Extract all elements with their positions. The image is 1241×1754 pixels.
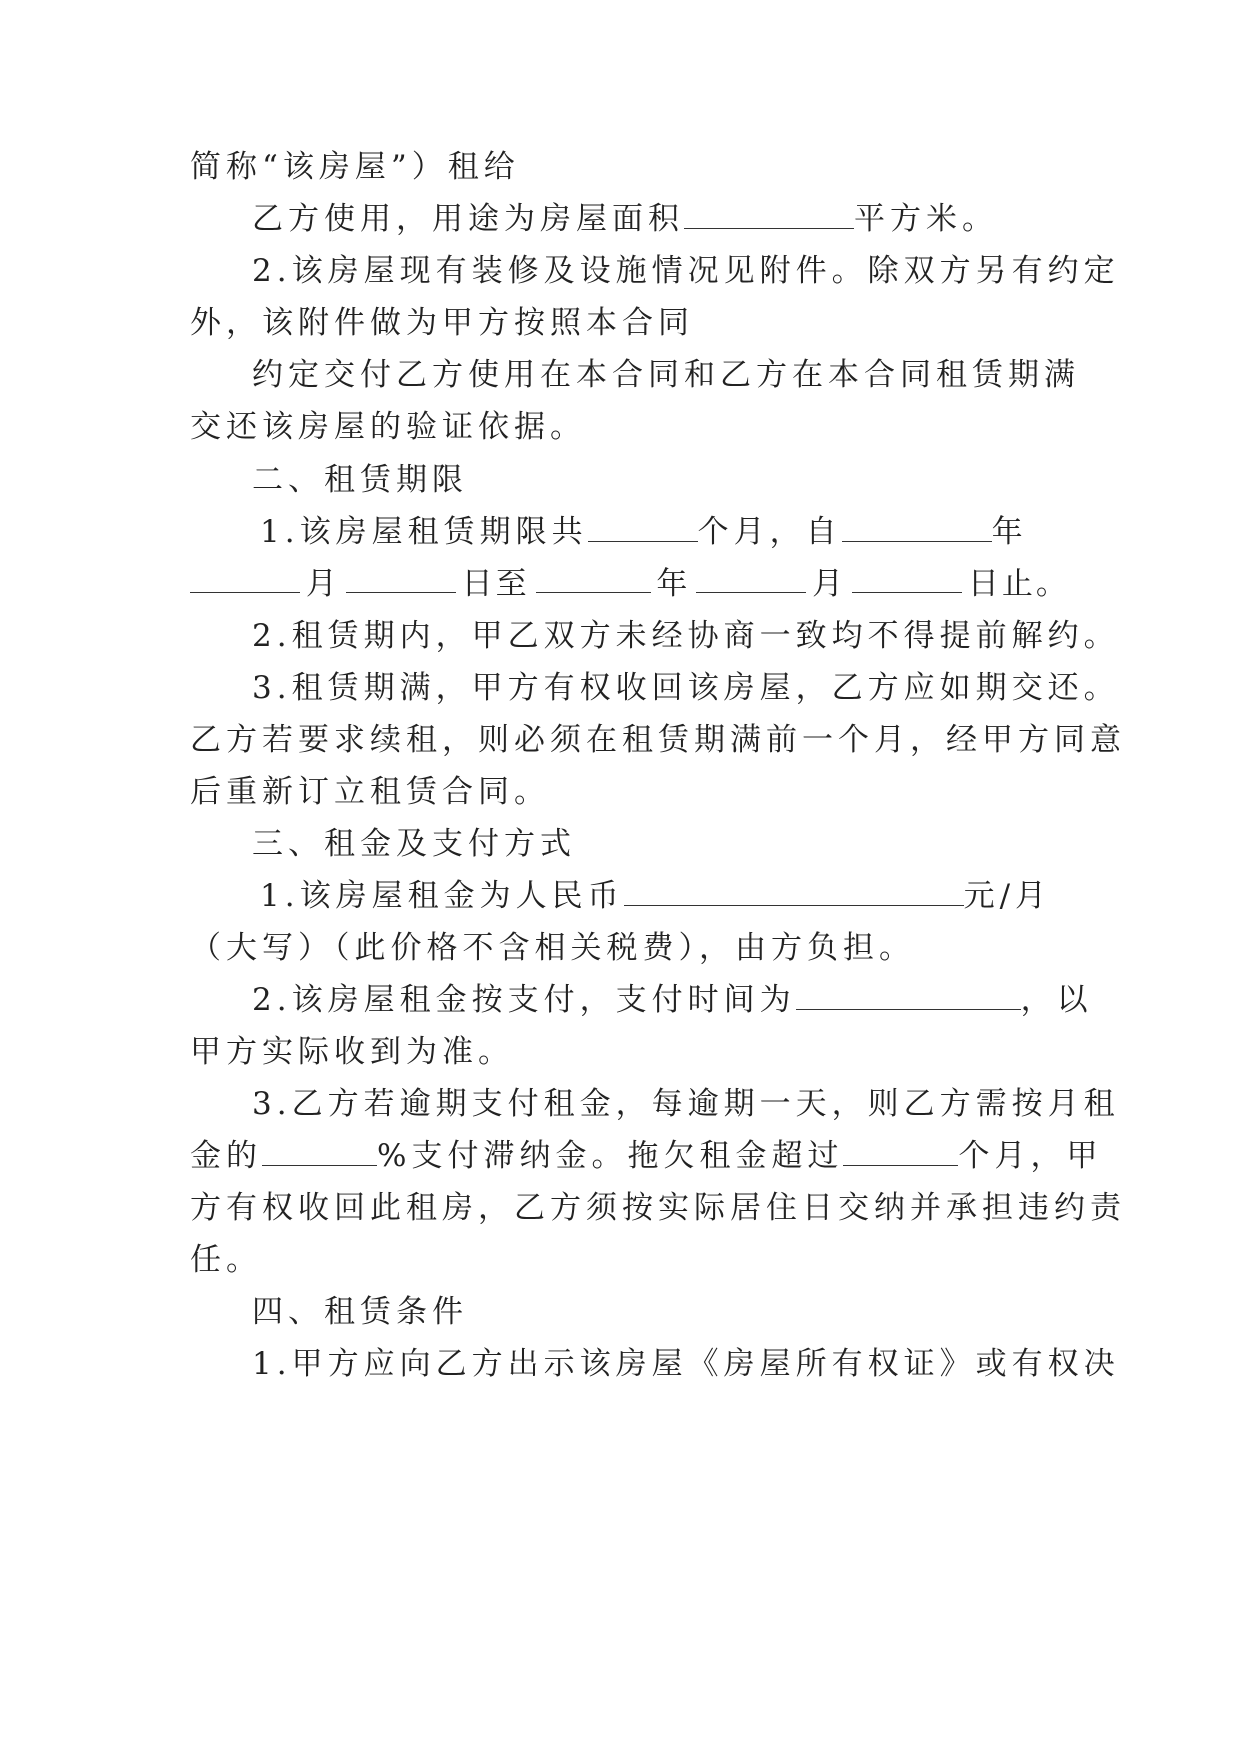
start-month-blank <box>190 564 300 593</box>
section-heading-lease-conditions: 四、租赁条件 <box>252 1294 468 1330</box>
text-line-17: 2.该房屋租金按支付，支付时间为 ，以 <box>252 982 1093 1018</box>
text-line-12: 乙方若要求续租，则必须在租赁期满前一个月，经甲方同意 <box>190 722 1126 758</box>
rent-amount-blank <box>624 877 964 906</box>
text-line-11: 3.租赁期满，甲方有权收回该房屋，乙方应如期交还。 <box>252 670 1120 706</box>
text-line-2: 乙方使用，用途为房屋面积 平方米。 <box>252 201 998 237</box>
section-heading-lease-term: 二、租赁期限 <box>252 462 468 498</box>
text-line-4: 外，该附件做为甲方按照本合同 <box>190 305 694 341</box>
overdue-months-blank <box>843 1137 958 1166</box>
text-line-8: 1.该房屋租赁期限共 个月，自 年 <box>260 514 1028 550</box>
text-line-3: 2.该房屋现有装修及设施情况见附件。除双方另有约定 <box>252 253 1120 289</box>
section-heading-rent-payment: 三、租金及支付方式 <box>252 826 576 862</box>
text-line-24: 1.甲方应向乙方出示该房屋《房屋所有权证》或有权决 <box>252 1346 1120 1382</box>
payment-time-blank <box>796 981 1021 1010</box>
start-day-blank <box>346 564 456 593</box>
text-line-21: 方有权收回此租房，乙方须按实际居住日交纳并承担违约责 <box>190 1190 1126 1226</box>
text-line-6: 交还该房屋的验证依据。 <box>190 409 586 445</box>
text-line-16: （大写）（此价格不含相关税费），由方负担。 <box>190 930 915 966</box>
text-line-20: 金的 %支付滞纳金。拖欠租金超过 个月，甲 <box>190 1138 1103 1174</box>
text-line-15: 1.该房屋租金为人民币 元/月 <box>260 878 1052 914</box>
text-line-5: 约定交付乙方使用在本合同和乙方在本合同租赁期满 <box>252 357 1080 393</box>
area-blank <box>684 200 854 229</box>
text-line-18: 甲方实际收到为准。 <box>190 1034 514 1070</box>
text-line-22: 任。 <box>190 1242 262 1278</box>
text-line-19: 3.乙方若逾期支付租金，每逾期一天，则乙方需按月租 <box>252 1086 1120 1122</box>
end-year-blank <box>536 564 651 593</box>
text-line-1: 简称“该房屋”）租给 <box>190 149 520 185</box>
months-blank <box>588 513 698 542</box>
end-day-blank <box>852 564 962 593</box>
text-line-10: 2.租赁期内，甲乙双方未经协商一致均不得提前解约。 <box>252 618 1120 654</box>
start-year-blank <box>842 513 992 542</box>
text-line-13: 后重新订立租赁合同。 <box>190 774 550 810</box>
end-month-blank <box>696 564 806 593</box>
text-line-9: 月 日至 年 月 日止。 <box>190 564 1070 604</box>
late-fee-percent-blank <box>262 1137 377 1166</box>
